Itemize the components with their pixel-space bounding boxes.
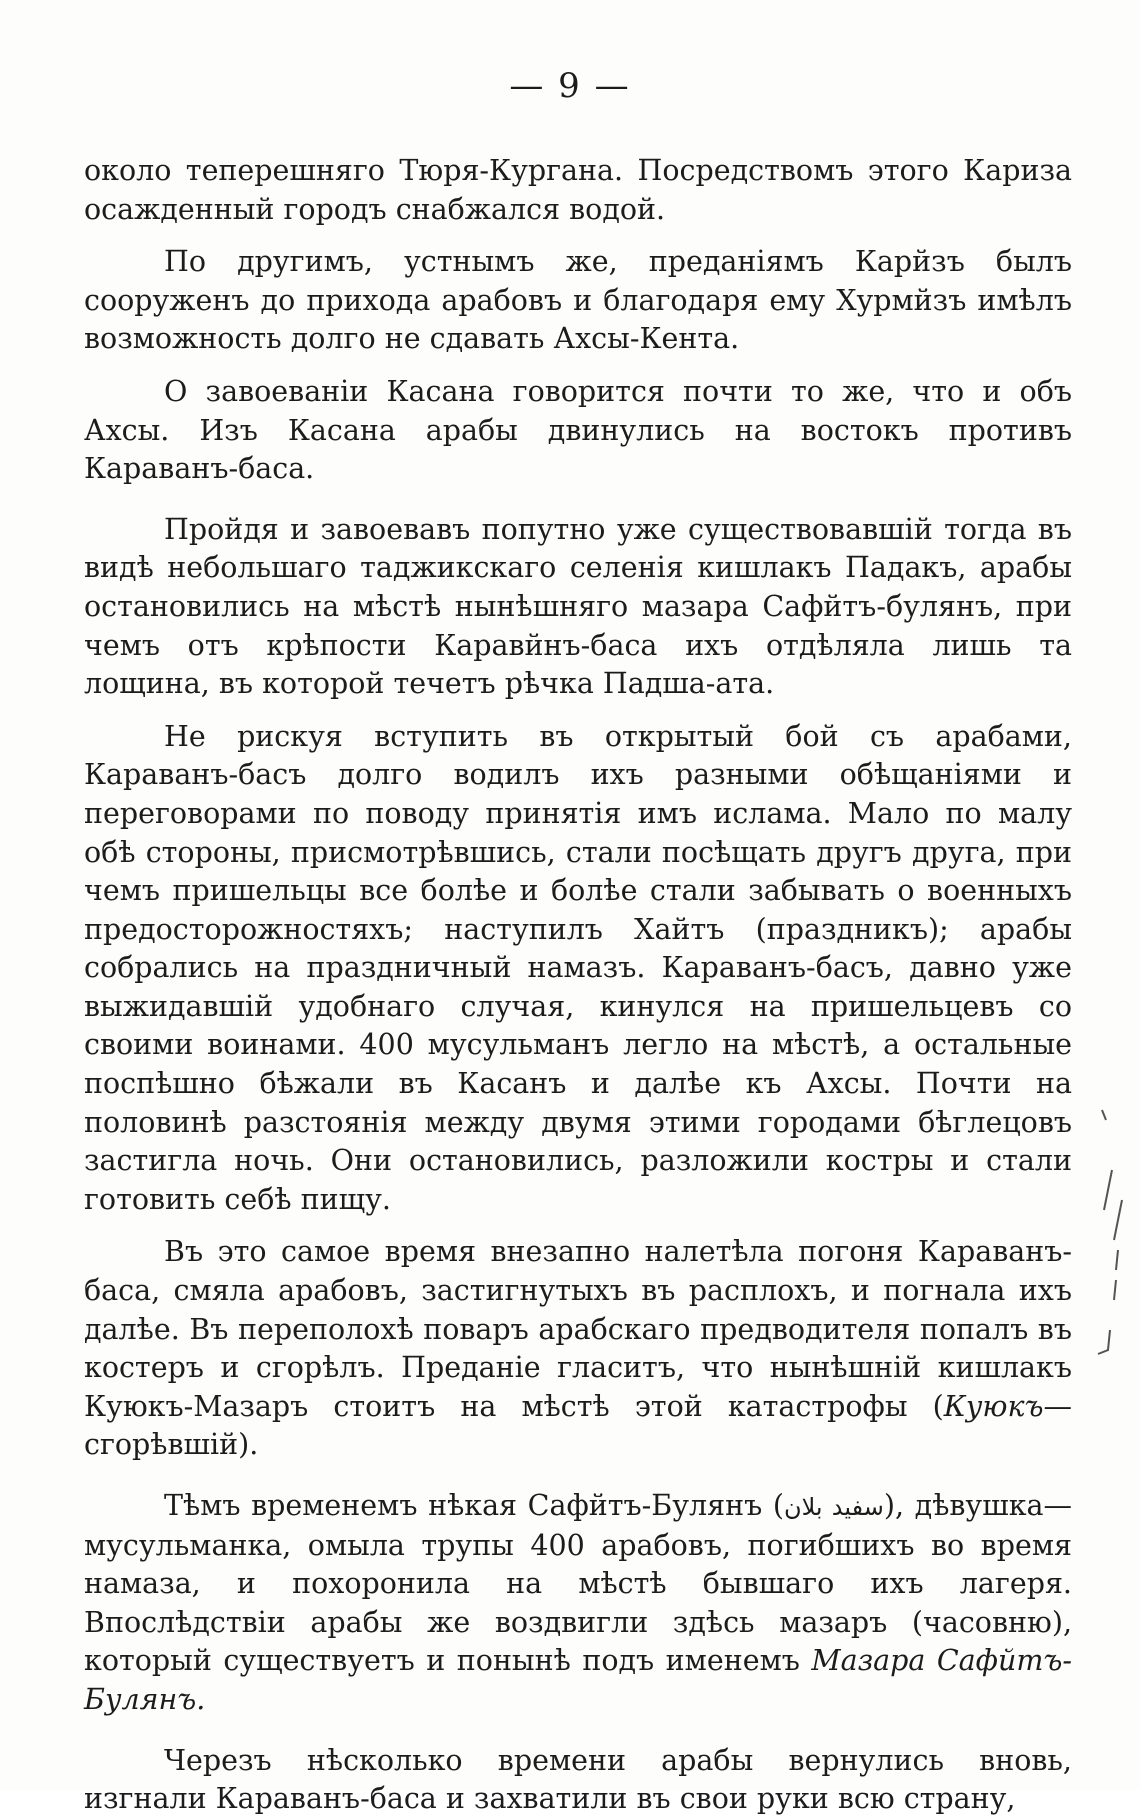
page-number: — 9 — xyxy=(509,66,631,106)
paragraph-text: По другимъ, устнымъ же, преданіямъ Карйзъ былъ сооруженъ до прихода арабовъ и благодаря ему Хурмйзъ имѣлъ возможность долго не сдавать Ахсы-Кента. xyxy=(84,245,1072,356)
paragraph xyxy=(84,1233,1072,1465)
paragraph xyxy=(84,373,1072,489)
paragraph xyxy=(84,243,1072,359)
italic-term: Куюкъ xyxy=(943,1389,1044,1423)
paragraph-text-end: —сгорѣвшій). xyxy=(84,1389,1072,1462)
paragraph-text: Тѣмъ временемъ нѣкая Сафйтъ-Булянъ ( xyxy=(164,1489,784,1522)
paragraph-text-end: ), дѣвушка—мусульманка, омыла трупы 400 арабовъ, погибшихъ во время намаза, и похоронила на мѣстѣ бывшаго ихъ лагеря. Впослѣдствіи арабы же воздвигли здѣсь мазаръ (часовню), который существуетъ и понынѣ подъ именемъ xyxy=(84,1489,1072,1678)
paragraph-text: около теперешняго Тюря-Кургана. Посредствомъ этого Кариза осажденный городъ снабжался водой. xyxy=(84,154,1072,226)
paragraph-text: Пройдя и завоевавъ попутно уже существовавшій тогда въ видѣ небольшаго таджикскаго селенія кишлакъ Падакъ, арабы остановились на мѣстѣ нынѣшняго мазара Сафйтъ-булянъ, при чемъ отъ крѣпости Каравйнъ-баса ихъ отдѣляла лишь та лощина, въ которой течетъ рѣчка Падша-ата. xyxy=(84,512,1072,701)
body-text xyxy=(84,152,1072,1819)
paragraph xyxy=(84,718,1072,1220)
paragraph xyxy=(84,152,1072,229)
paragraph xyxy=(84,1487,1072,1720)
paragraph-text: О завоеваніи Касана говорится почти то же, что и объ Ахсы. Изъ Касана арабы двинулись на востокъ противъ Караванъ-баса. xyxy=(84,374,1072,486)
arabic-script: سفيد بلان xyxy=(783,1493,884,1521)
handwritten-marks-icon xyxy=(1092,1000,1132,1360)
paragraph-text: Не рискуя вступить въ открытый бой съ арабами, Караванъ-басъ долго водилъ ихъ разными обѣщаніями и переговорами по поводу принятія имъ ислама. Мало по малу обѣ стороны, присмотрѣвшись, стали посѣщать другъ друга, при чемъ пришельцы все болѣе и болѣе стали забывать о военныхъ предосторожностяхъ; наступилъ Хайтъ (праздникъ); арабы собрались на праздничный намазъ. Караванъ-басъ, давно уже выжидавшій удобнаго случая, кинулся на пришельцевъ со своими воинами. 400 мусульманъ легло на мѣстѣ, а остальные поспѣшно бѣжали въ Касанъ и далѣе къ Ахсы. Почти на половинѣ разстоянія между двумя этими городами бѣглецовъ застигла ночь. Они остановились, разложили костры и стали готовить себѣ пищу. xyxy=(84,719,1072,1216)
paragraph xyxy=(84,511,1072,704)
italic-term: Мазара Сафйтъ-Булянъ. xyxy=(84,1644,1072,1716)
paragraph xyxy=(84,1742,1072,1819)
margin-annotation xyxy=(1092,1000,1132,1369)
paragraph-text: Черезъ нѣсколько времени арабы вернулись вновь, изгнали Караванъ-баса и захватили въ свои руки всю страну, xyxy=(84,1743,1072,1816)
paragraph-text: Въ это самое время внезапно налетѣла погоня Караванъ-баса, смяла арабовъ, застигнутыхъ въ расплохъ, и погнала ихъ далѣе. Въ переполохѣ поваръ арабскаго предводителя попалъ въ костеръ и сгорѣлъ. Преданіе гласитъ, что нынѣшній кишлакъ Куюкъ-Мазаръ стоитъ на мѣстѣ этой катастрофы ( xyxy=(84,1235,1072,1423)
